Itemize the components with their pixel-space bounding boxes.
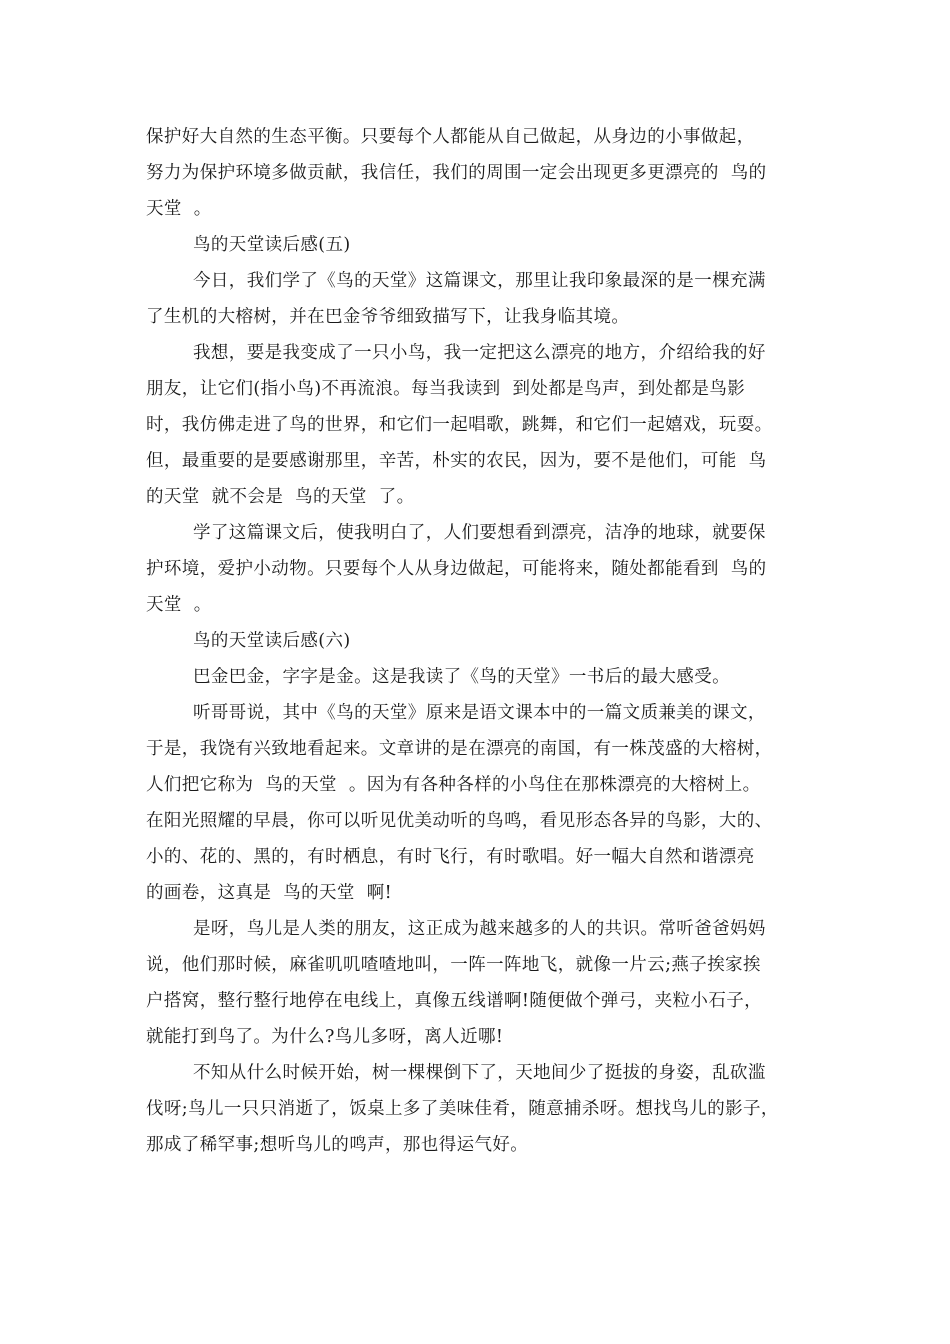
text-line: 就能打到鸟了。为什么?鸟儿多呀，离人近哪! <box>146 1027 504 1047</box>
text-line: 说，他们那时候，麻雀叽叽喳喳地叫，一阵一阵地飞，就像一片云;燕子挨家挨 <box>146 955 761 975</box>
text-line: 天堂 。 <box>146 199 212 219</box>
text-line: 的画卷，这真是 鸟的天堂 啊! <box>146 883 393 903</box>
text-line: 时，我仿佛走进了鸟的世界，和它们一起唱歌，跳舞，和它们一起嬉戏，玩耍。 <box>146 415 773 435</box>
text-line: 努力为保护环境多做贡献，我信任，我们的周围一定会出现更多更漂亮的 鸟的 <box>146 163 767 183</box>
text-line: 但，最重要的是要感谢那里，辛苦，朴实的农民，因为，要不是他们，可能 鸟 <box>146 451 767 471</box>
text-line: 保护好大自然的生态平衡。只要每个人都能从自己做起，从身边的小事做起， <box>146 127 755 147</box>
text-line: 伐呀;鸟儿一只只消逝了，饭桌上多了美味佳肴，随意捕杀呀。想找鸟儿的影子， <box>146 1099 779 1119</box>
text-line: 那成了稀罕事;想听鸟儿的鸣声，那也得运气好。 <box>146 1135 529 1155</box>
text-line: 于是，我饶有兴致地看起来。文章讲的是在漂亮的南国，有一株茂盛的大榕树， <box>146 739 773 759</box>
paragraph-line: 今日，我们学了《鸟的天堂》这篇课文，那里让我印象最深的是一棵充满 <box>193 271 766 291</box>
text-line: 的天堂 就不会是 鸟的天堂 了。 <box>146 487 415 507</box>
text-line: 人们把它称为 鸟的天堂 。因为有各种各样的小鸟住在那株漂亮的大榕树上。 <box>146 775 761 795</box>
text-line: 在阳光照耀的早晨，你可以听见优美动听的鸟鸣，看见形态各异的鸟影，大的、 <box>146 811 773 831</box>
text-line: 护环境，爱护小动物。只要每个人从身边做起，可能将来，随处都能看到 鸟的 <box>146 559 767 579</box>
paragraph-line: 听哥哥说，其中《鸟的天堂》原来是语文课本中的一篇文质兼美的课文， <box>193 703 766 723</box>
text-line: 了生机的大榕树，并在巴金爷爷细致描写下，让我身临其境。 <box>146 307 630 327</box>
text-line: 天堂 。 <box>146 595 212 615</box>
text-line: 户搭窝，整行整行地停在电线上，真像五线谱啊!随便做个弹弓，夹粒小石子， <box>146 991 763 1011</box>
paragraph-line: 不知从什么时候开始，树一棵棵倒下了，天地间少了挺拔的身姿，乱砍滥 <box>193 1063 766 1083</box>
text-line: 朋友，让它们(指小鸟)不再流浪。每当我读到 到处都是鸟声，到处都是鸟影 <box>146 379 746 399</box>
section-heading-5: 鸟的天堂读后感(五) <box>193 235 351 255</box>
paragraph-line: 巴金巴金，字字是金。这是我读了《鸟的天堂》一书后的最大感受。 <box>193 667 730 687</box>
paragraph-line: 学了这篇课文后，使我明白了，人们要想看到漂亮，洁净的地球，就要保 <box>193 523 766 543</box>
paragraph-line: 是呀，鸟儿是人类的朋友，这正成为越来越多的人的共识。常听爸爸妈妈 <box>193 919 766 939</box>
text-line: 小的、花的、黑的，有时栖息，有时飞行，有时歌唱。好一幅大自然和谐漂亮 <box>146 847 755 867</box>
section-heading-6: 鸟的天堂读后感(六) <box>193 631 351 651</box>
paragraph-line: 我想，要是我变成了一只小鸟，我一定把这么漂亮的地方，介绍给我的好 <box>193 343 766 363</box>
